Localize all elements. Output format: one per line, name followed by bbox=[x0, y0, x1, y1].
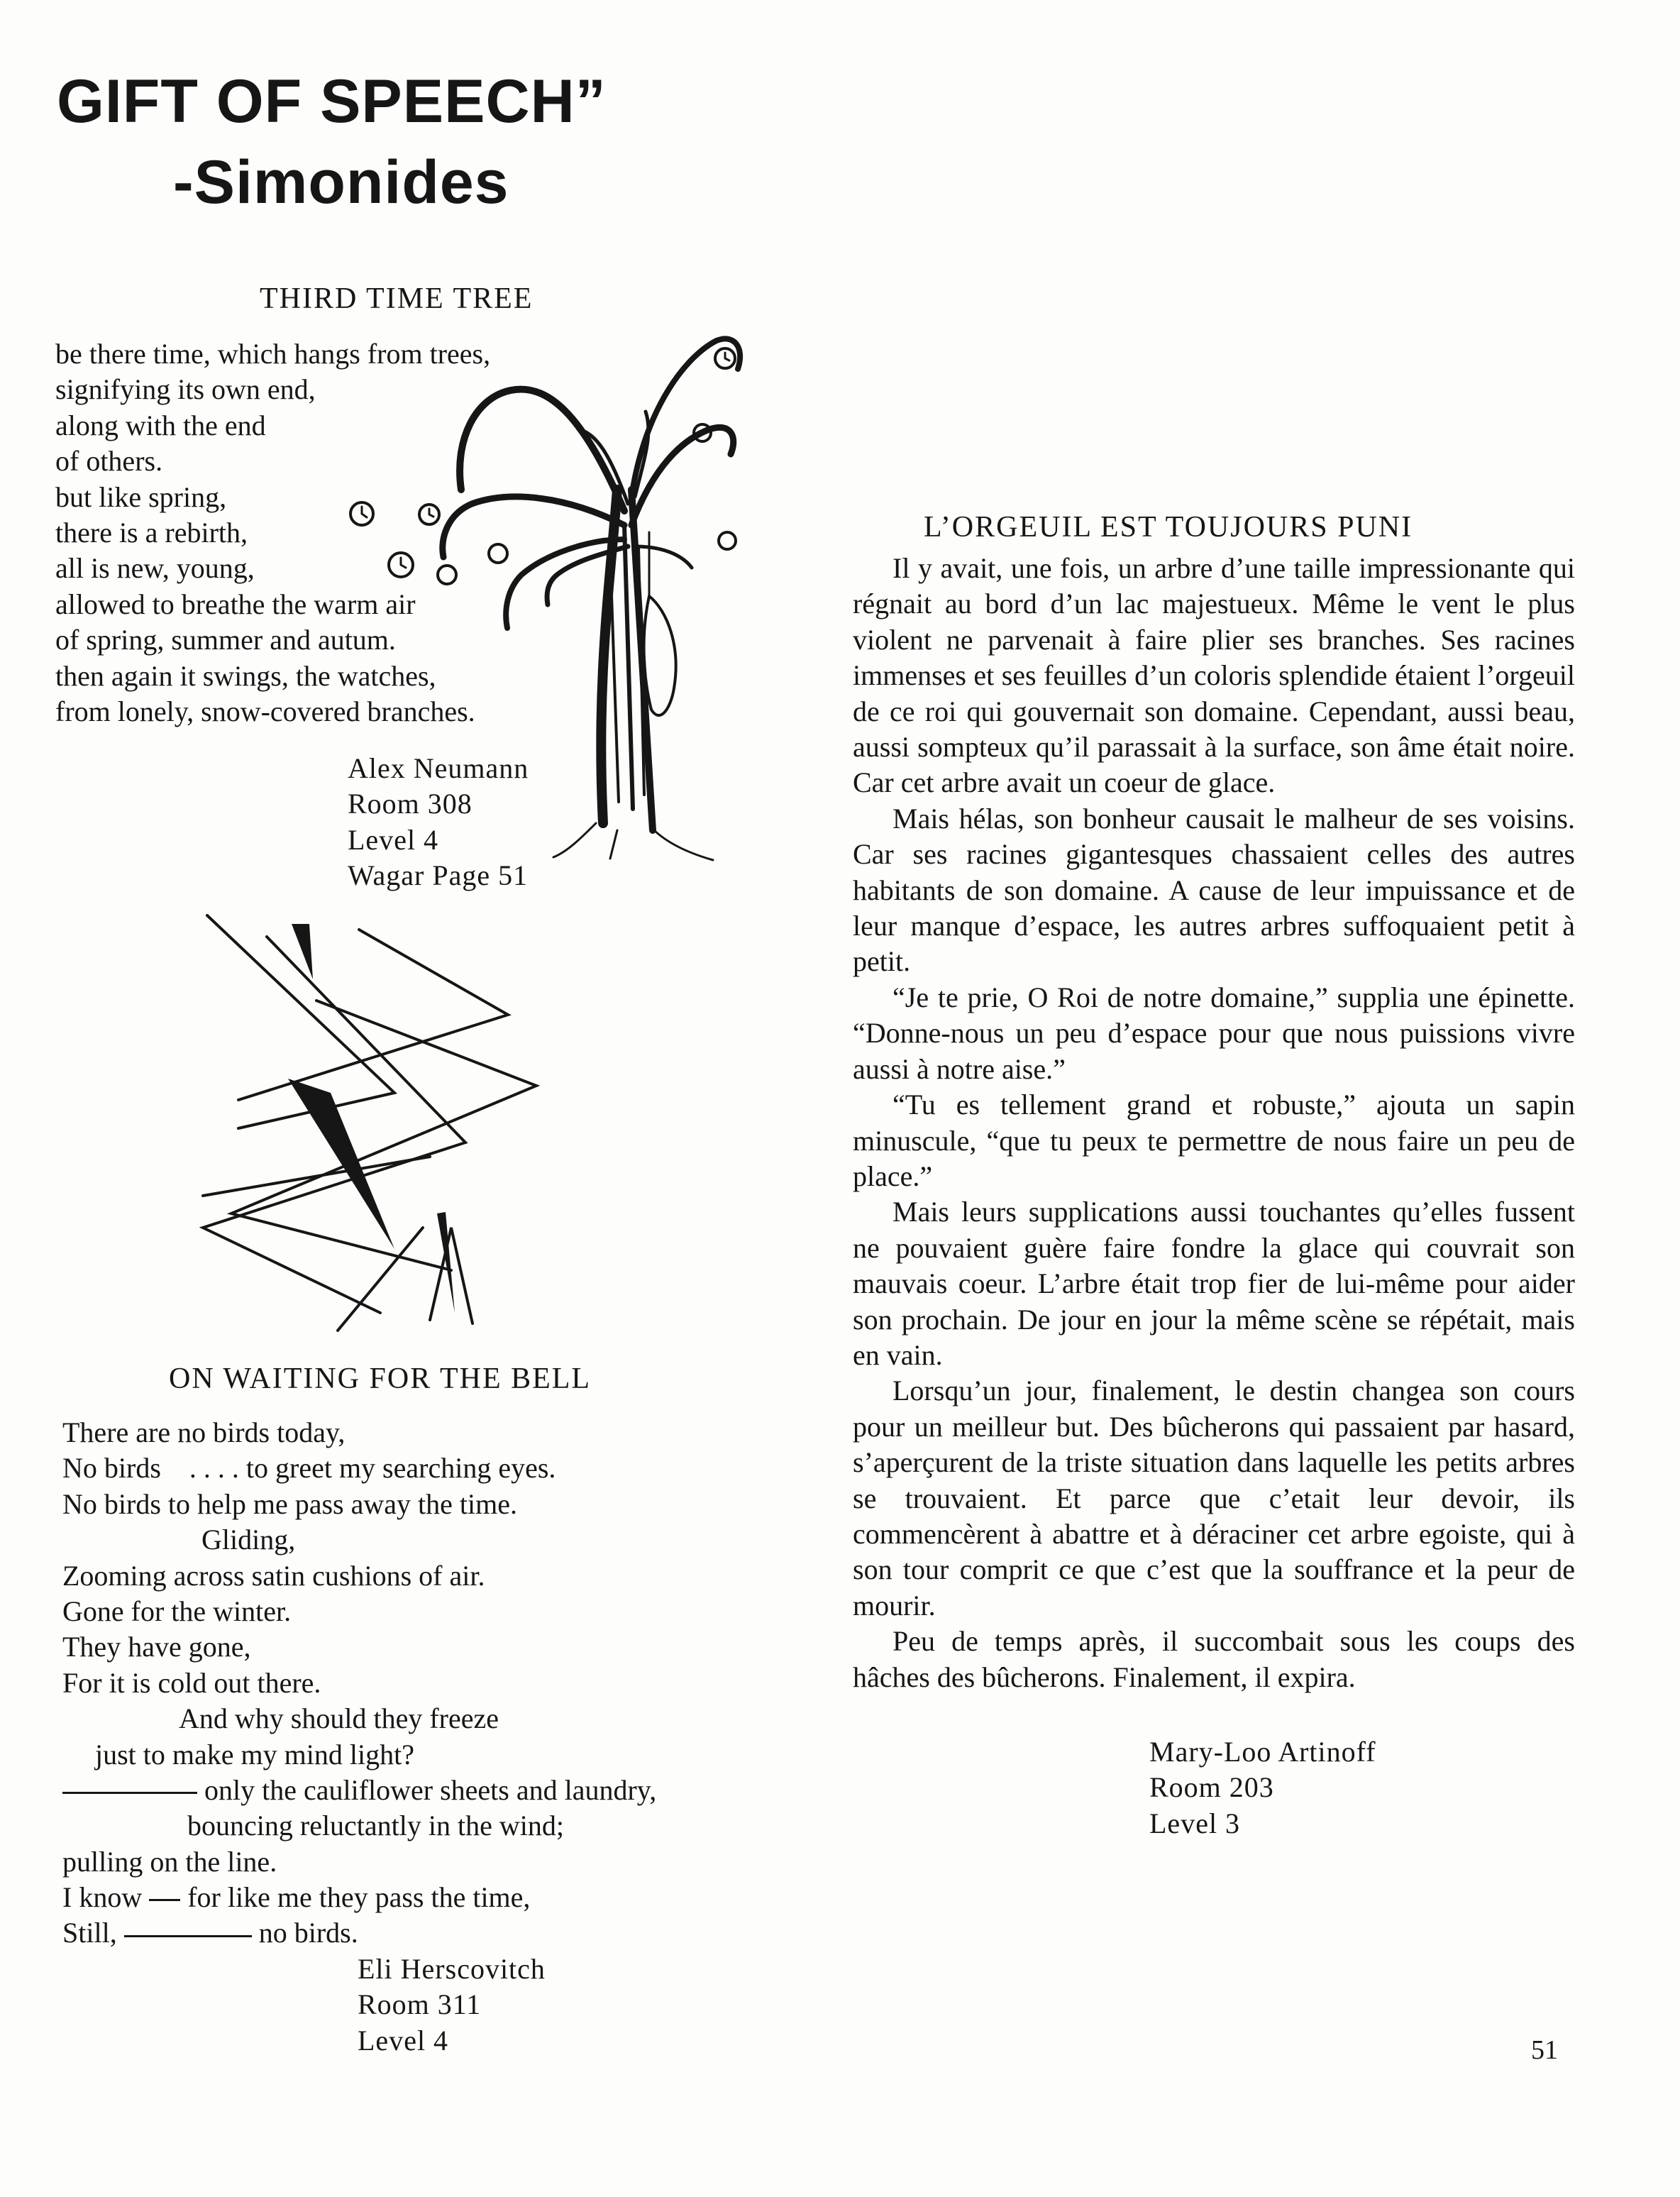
verse-line: of others. bbox=[55, 445, 163, 478]
signature-eli-herscovitch bbox=[358, 1951, 546, 2059]
page-number: 51 bbox=[1531, 2035, 1558, 2065]
poem-title-third-time-tree: THIRD TIME TREE bbox=[260, 282, 534, 315]
verse-line: then again it swings, the watches, bbox=[55, 659, 436, 692]
story-paragraph: “Tu es tellement grand et robuste,” ajouta un sapin minuscule, “que tu peux te permettre de nous faire un peu de place.” bbox=[853, 1089, 1575, 1192]
verse-line: They have gone, bbox=[62, 1631, 251, 1663]
verse-line: be there time, which hangs from trees, bbox=[55, 338, 491, 370]
poem-title-on-waiting-for-the-bell: ON WAITING FOR THE BELL bbox=[169, 1362, 592, 1395]
story-paragraph: Mais leurs supplications aussi touchantes qu’elles fussent ne pouvaient guère faire fondre la glace qui couvrait son mauvais coeur. L’arbre était trop fier de lui-même pour aider son prochain. De jour en jour la même scène se répétait, mais en vain. bbox=[853, 1196, 1575, 1371]
verse-fragment: for like me they pass the time, bbox=[187, 1881, 531, 1914]
verse-line bbox=[62, 1450, 758, 1486]
story-title: L’ORGEUIL EST TOUJOURS PUNI bbox=[924, 511, 1413, 544]
page-title: GIFT OF SPEECH” bbox=[57, 67, 607, 136]
verse-line: allowed to breathe the warm air bbox=[55, 588, 416, 620]
page-subtitle: -Simonides bbox=[173, 148, 509, 216]
story-paragraph: Lorsqu’un jour, finalement, le destin changea son cours pour un meilleur but. Des bûcherons qui passaient par hasard, s’aperçurent de la triste situation dans laquelle les petits arbres se trouvaient. Et parce que c’etait leur devoir, ils commencèrent à abattre et à déraciner cet arbre egoiste, qui à son tour comprit ce que c’est que la souffrance et la peur de mourir. bbox=[853, 1375, 1575, 1621]
author-name: Alex Neumann bbox=[348, 752, 529, 784]
verse-fragment: Still, bbox=[62, 1917, 117, 1949]
verse-line: For it is cold out there. bbox=[62, 1666, 321, 1699]
page-reference: Wagar Page 51 bbox=[348, 859, 529, 892]
verse-line: Gliding, bbox=[201, 1524, 296, 1556]
author-level: Level 4 bbox=[358, 2024, 449, 2056]
signature-mary-loo-artinoff bbox=[1149, 1734, 1376, 1841]
verse-line: There are no birds today, bbox=[62, 1416, 346, 1448]
em-dash-rule bbox=[124, 1935, 252, 1937]
em-dash-rule bbox=[149, 1899, 180, 1901]
verse-line bbox=[62, 1773, 758, 1808]
verse-line bbox=[62, 1915, 758, 1951]
verse-line: there is a rebirth, bbox=[55, 516, 248, 549]
author-name: Eli Herscovitch bbox=[358, 1953, 546, 1985]
verse-fragment: no birds. bbox=[258, 1917, 358, 1949]
tree-with-clocks-illustration bbox=[312, 312, 738, 866]
verse-line: of spring, summer and autum. bbox=[55, 624, 396, 656]
em-dash-rule bbox=[62, 1792, 197, 1794]
author-level: Level 3 bbox=[1149, 1807, 1241, 1839]
author-room: Room 203 bbox=[1149, 1771, 1274, 1804]
verse-fragment: I know bbox=[62, 1881, 143, 1914]
verse-line: signifying its own end, bbox=[55, 373, 316, 406]
author-room: Room 311 bbox=[358, 1988, 482, 2021]
story-paragraph: Il y avait, une fois, un arbre d’une taille impressionante qui régnait au bord d’un lac majestueux. Même le vent le plus violent ne parvenait à faire plier ses branches. Ses racines immenses et ses feuilles d’un coloris splendide étaient l’orgeuil de ce roi qui gouvernait son domaine. Cependant, aussi beau, aussi sompteux qu’il parassait à la surface, son âme était noire. Car cet arbre avait un coeur de glace. bbox=[853, 552, 1575, 799]
verse-line: just to make my mind light? bbox=[95, 1738, 414, 1771]
verse-line: And why should they freeze bbox=[179, 1702, 499, 1735]
verse-line: all is new, young, bbox=[55, 552, 255, 585]
verse-line: Gone for the winter. bbox=[62, 1595, 292, 1627]
verse-line bbox=[62, 1880, 758, 1915]
verse-line: but like spring, bbox=[55, 480, 227, 513]
verse-line: from lonely, snow-covered branches. bbox=[55, 695, 475, 727]
verse-line: bouncing reluctantly in the wind; bbox=[187, 1810, 564, 1842]
story-paragraph: “Je te prie, O Roi de notre domaine,” supplia une épinette. “Donne-nous un peu d’espace pour que nous puissions vivre aussi à notre aise.” bbox=[853, 981, 1575, 1085]
verse-line: along with the end bbox=[55, 409, 266, 441]
author-room: Room 308 bbox=[348, 788, 472, 820]
verse-fragment: only the cauliflower sheets and laundry, bbox=[204, 1773, 657, 1806]
verse-line: Zooming across satin cushions of air. bbox=[62, 1559, 485, 1592]
verse-line: pulling on the line. bbox=[62, 1845, 277, 1878]
abstract-zigzag-drawing bbox=[182, 915, 565, 1327]
verse-fragment: . . . . to greet my searching eyes. bbox=[189, 1452, 556, 1485]
poem-on-waiting-for-the-bell bbox=[62, 1415, 758, 1951]
verse-fragment: No birds bbox=[62, 1452, 161, 1485]
verse-line: No birds to help me pass away the time. bbox=[62, 1487, 517, 1520]
author-name: Mary-Loo Artinoff bbox=[1149, 1736, 1376, 1768]
story-paragraph: Mais hélas, son bonheur causait le malheur de ses voisins. Car ses racines gigantesques chassaient celles des autres habitants de son domaine. A cause de leur impuissance et de leur manque d’espace, les autres arbres suffoquaient petit à petit. bbox=[853, 802, 1575, 978]
author-level: Level 4 bbox=[348, 823, 439, 856]
story-paragraph: Peu de temps après, il succombait sous les coups des hâches des bûcherons. Finalement, il expira. bbox=[853, 1625, 1575, 1693]
story-body bbox=[853, 551, 1575, 1695]
